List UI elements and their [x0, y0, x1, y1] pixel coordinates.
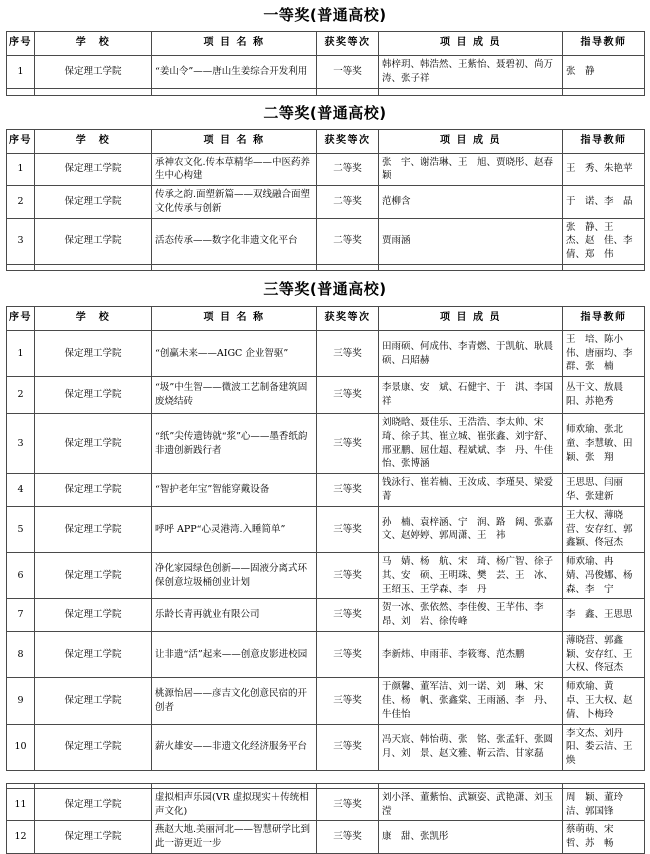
cell-project: “创赢未来——AIGC 企业智驱”	[152, 330, 317, 376]
cell-members	[379, 88, 563, 95]
table-header-row	[7, 32, 645, 56]
table-row	[7, 56, 645, 89]
cell-members: 康 甜、张凯彤	[379, 821, 563, 854]
cell-school: 保定理工学院	[35, 553, 152, 599]
cell-index: 2	[7, 377, 35, 414]
cell-index: 6	[7, 553, 35, 599]
cell-level: 三等奖	[317, 414, 379, 474]
table-row-partial	[7, 264, 645, 270]
cell-level: 三等奖	[317, 599, 379, 632]
cell-index: 9	[7, 678, 35, 724]
section-title-third-prize: 三等奖(普通高校)	[263, 279, 387, 298]
cell-project	[152, 88, 317, 95]
award-table-third-prize	[6, 306, 645, 771]
column-header-school: 学 校	[35, 32, 152, 56]
cell-school: 保定理工学院	[35, 788, 152, 821]
cell-teachers: 于 诺、李 晶	[563, 186, 645, 219]
cell-project: 承神农文化.传本草精华——中医药养生中心构建	[152, 153, 317, 186]
cell-project: 活态传承——数字化非遗文化平台	[152, 218, 317, 264]
table-wrapper-first-prize	[6, 31, 644, 96]
cell-teachers	[563, 264, 645, 270]
column-header-members: 项 目 成 员	[379, 32, 563, 56]
cell-school: 保定理工学院	[35, 153, 152, 186]
cell-project	[152, 264, 317, 270]
cell-project: 薪火雄安——非遗文化经济服务平台	[152, 724, 317, 770]
cell-project: 虚拟相声乐园(VR 虚拟现实＋传统相声文化)	[152, 788, 317, 821]
column-header-level: 获奖等次	[317, 129, 379, 153]
table-row	[7, 724, 645, 770]
cell-teachers: 周 颖、董玲洁、郭国锋	[563, 788, 645, 821]
cell-index: 1	[7, 56, 35, 89]
table-row	[7, 631, 645, 677]
cell-project: 燕赵大地.美丽河北——智慧研学比到此一游更近一步	[152, 821, 317, 854]
table-row	[7, 474, 645, 507]
table-row-partial	[7, 88, 645, 95]
cell-teachers: 王大权、薄晓营、安存红、郭鑫颖、佟冠杰	[563, 506, 645, 552]
cell-members: 于颜馨、董军洁、刘一诺、刘 琳、宋 佳、杨 帆、张鑫棠、王雨涵、李 丹、牛佳怡	[379, 678, 563, 724]
cell-project: 乐龄长青再就业有限公司	[152, 599, 317, 632]
cell-teachers: 蔡萌萌、宋 哲、苏 畅	[563, 821, 645, 854]
column-header-index: 序号	[7, 32, 35, 56]
cell-members: 李新炜、申雨菲、李筱骞、范杰鹏	[379, 631, 563, 677]
column-header-school: 学 校	[35, 129, 152, 153]
cell-index: 1	[7, 153, 35, 186]
cell-level: 三等奖	[317, 724, 379, 770]
cell-project: “智护老年宝”智能穿戴设备	[152, 474, 317, 507]
page-break-gap	[6, 771, 644, 783]
cell-school: 保定理工学院	[35, 474, 152, 507]
cell-school: 保定理工学院	[35, 724, 152, 770]
table-wrapper-third-prize-continued	[6, 783, 644, 854]
cell-teachers: 王思思、闫丽华、张建新	[563, 474, 645, 507]
cell-index	[7, 264, 35, 270]
cell-teachers: 李文杰、刘丹阳、娄云洁、王 焕	[563, 724, 645, 770]
table-row	[7, 821, 645, 854]
cell-project: 传承之韵.面塑新篇——双线融合面塑文化传承与创新	[152, 186, 317, 219]
section-title-second-prize: 二等奖(普通高校)	[263, 103, 387, 122]
table-wrapper-third-prize	[6, 306, 644, 771]
cell-level: 三等奖	[317, 474, 379, 507]
table-header-row	[7, 306, 645, 330]
cell-teachers: 师欢瑜、张北童、李慧敏、田 颖、张 翔	[563, 414, 645, 474]
cell-school	[35, 88, 152, 95]
cell-level: 三等奖	[317, 821, 379, 854]
cell-members: 范柳含	[379, 186, 563, 219]
column-header-teachers: 指导教师	[563, 129, 645, 153]
cell-project: 净化家园绿色创新——固液分离式环保创意垃圾桶创业计划	[152, 553, 317, 599]
column-header-project: 项 目 名 称	[152, 306, 317, 330]
table-row	[7, 506, 645, 552]
cell-members: 冯天宸、韩怡萌、张 铭、张孟轩、张圆月、刘 景、赵文雅、靳云浩、甘家磊	[379, 724, 563, 770]
table-row	[7, 218, 645, 264]
cell-school: 保定理工学院	[35, 678, 152, 724]
cell-school: 保定理工学院	[35, 218, 152, 264]
cell-project: 呼呼 APP“心灵港湾.入睡简单”	[152, 506, 317, 552]
cell-index: 3	[7, 218, 35, 264]
cell-teachers: 王 秀、朱艳苹	[563, 153, 645, 186]
award-table-third-prize-continued	[6, 783, 645, 854]
table-row	[7, 153, 645, 186]
cell-teachers: 师欢瑜、黄 卓、王大权、赵 倩、卜梅玲	[563, 678, 645, 724]
cell-index: 2	[7, 186, 35, 219]
cell-level: 一等奖	[317, 56, 379, 89]
column-header-project: 项 目 名 称	[152, 32, 317, 56]
cell-level: 二等奖	[317, 186, 379, 219]
cell-teachers: 薄晓营、郭鑫颖、安存红、王大权、佟冠杰	[563, 631, 645, 677]
cell-school: 保定理工学院	[35, 506, 152, 552]
cell-level: 三等奖	[317, 788, 379, 821]
cell-members	[379, 264, 563, 270]
cell-index: 8	[7, 631, 35, 677]
award-table-second-prize	[6, 129, 645, 271]
cell-members: 刘小泽、董紫怡、武颖姿、武艳潇、刘玉滢	[379, 788, 563, 821]
cell-school: 保定理工学院	[35, 414, 152, 474]
cell-members: 刘晓晗、聂佳乐、王浩浩、李太帅、宋 琦、徐子其、崔立城、崔张鑫、刘宇舒、邢亚鹏、屈仕超、程斌斌、李 丹、牛佳怡、张博涵	[379, 414, 563, 474]
cell-school: 保定理工学院	[35, 631, 152, 677]
column-header-school: 学 校	[35, 306, 152, 330]
cell-level: 三等奖	[317, 506, 379, 552]
cell-teachers	[563, 88, 645, 95]
cell-level: 三等奖	[317, 377, 379, 414]
cell-school: 保定理工学院	[35, 821, 152, 854]
section-title-first-prize: 一等奖(普通高校)	[263, 6, 387, 24]
column-header-index: 序号	[7, 129, 35, 153]
cell-members: 李景康、安 斌、石健宇、于 淇、李国祥	[379, 377, 563, 414]
cell-project: “纸”尖传遗铸就“浆”心——墨香纸韵非遗创新践行者	[152, 414, 317, 474]
cell-level: 二等奖	[317, 153, 379, 186]
table-header-row	[7, 129, 645, 153]
table-row	[7, 186, 645, 219]
table-row	[7, 553, 645, 599]
cell-members: 贺一冰、张依然、李佳俊、王芊伟、李 昂、刘 岩、徐传峰	[379, 599, 563, 632]
table-row	[7, 678, 645, 724]
table-row	[7, 377, 645, 414]
cell-level: 二等奖	[317, 218, 379, 264]
cell-level: 三等奖	[317, 631, 379, 677]
column-header-level: 获奖等次	[317, 32, 379, 56]
cell-index: 5	[7, 506, 35, 552]
table-wrapper-second-prize	[6, 129, 644, 271]
cell-index: 11	[7, 788, 35, 821]
table-row	[7, 788, 645, 821]
cell-school: 保定理工学院	[35, 56, 152, 89]
cell-index: 7	[7, 599, 35, 632]
cell-project: 让非遗“活”起来——创意皮影进校园	[152, 631, 317, 677]
table-row	[7, 414, 645, 474]
cell-teachers: 张 静	[563, 56, 645, 89]
cell-level: 三等奖	[317, 553, 379, 599]
cell-index: 1	[7, 330, 35, 376]
table-row	[7, 330, 645, 376]
cell-members: 贾雨涵	[379, 218, 563, 264]
award-table-first-prize	[6, 31, 645, 96]
column-header-project: 项 目 名 称	[152, 129, 317, 153]
table-row	[7, 599, 645, 632]
cell-members: 马 婧、杨 航、宋 琦、杨广智、徐子其、安 硕、王明珠、樊 芸、王 冰、王绍玉、王学森、李 丹	[379, 553, 563, 599]
cell-level	[317, 88, 379, 95]
cell-members: 张 宇、谢浩琳、王 旭、贾晓彤、赵春颖	[379, 153, 563, 186]
cell-school: 保定理工学院	[35, 186, 152, 219]
column-header-members: 项 目 成 员	[379, 306, 563, 330]
cell-teachers: 师欢瑜、冉 婧、冯俊娜、杨 森、李 宁	[563, 553, 645, 599]
cell-index	[7, 88, 35, 95]
cell-school: 保定理工学院	[35, 330, 152, 376]
column-header-teachers: 指导教师	[563, 306, 645, 330]
cell-project: “圾”中生智——微波工艺制备建筑固废烧结砖	[152, 377, 317, 414]
cell-index: 12	[7, 821, 35, 854]
cell-project: 桃源怡居——彦吉文化创意民宿的开创者	[152, 678, 317, 724]
cell-school: 保定理工学院	[35, 377, 152, 414]
cell-members: 孙 楠、袁梓涵、宁 润、路 阔、张嘉文、赵婷婷、郭周潇、王 祎	[379, 506, 563, 552]
cell-members: 韩梓玥、韩浩然、王紫怡、聂碧初、尚万涛、张子祥	[379, 56, 563, 89]
cell-teachers: 李 鑫、王思思	[563, 599, 645, 632]
cell-school: 保定理工学院	[35, 599, 152, 632]
cell-index: 10	[7, 724, 35, 770]
cell-teachers: 王 培、陈小伟、唐丽均、李 群、张 楠	[563, 330, 645, 376]
cell-index: 4	[7, 474, 35, 507]
cell-index: 3	[7, 414, 35, 474]
cell-level: 三等奖	[317, 330, 379, 376]
cell-level: 三等奖	[317, 678, 379, 724]
column-header-level: 获奖等次	[317, 306, 379, 330]
cell-project: “姜山令”——唐山生姜综合开发利用	[152, 56, 317, 89]
column-header-index: 序号	[7, 306, 35, 330]
cell-level	[317, 264, 379, 270]
cell-members: 钱泳行、崔若楠、王汝成、李瑾昊、梁爱菁	[379, 474, 563, 507]
column-header-teachers: 指导教师	[563, 32, 645, 56]
cell-members: 田雨硕、何成伟、李青燃、于凯航、耿晨硕、吕ְ昭赫	[379, 330, 563, 376]
column-header-members: 项 目 成 员	[379, 129, 563, 153]
cell-teachers: 丛干文、敖晨阳、苏艳秀	[563, 377, 645, 414]
cell-school	[35, 264, 152, 270]
cell-teachers: 张 静、王 杰、赵 佳、李 倩、郑 伟	[563, 218, 645, 264]
